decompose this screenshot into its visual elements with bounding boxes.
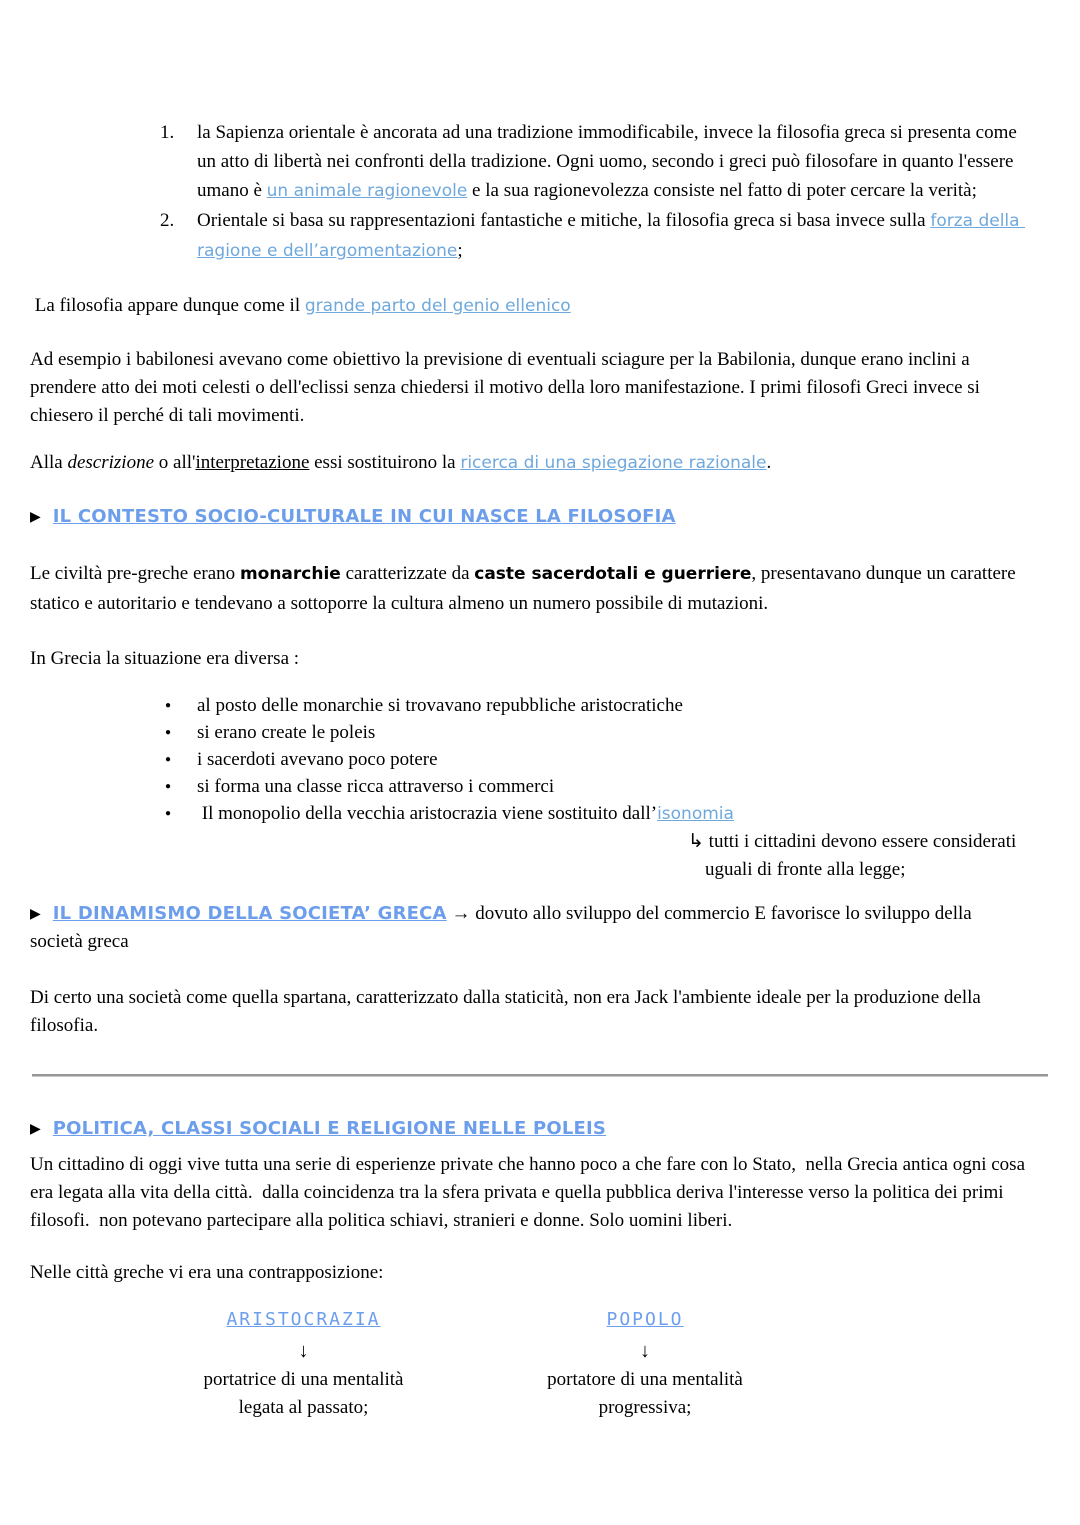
list-item-text — [197, 719, 1025, 746]
text-segment: essi sostituirono la — [309, 452, 461, 473]
text-segment: Alla — [30, 452, 68, 473]
doc-link[interactable]: ricerca di una spiegazione razionale — [460, 453, 767, 473]
column-text: progressiva; — [598, 1397, 692, 1418]
paragraph-filosofia — [30, 292, 1025, 320]
list-item — [165, 719, 1025, 746]
annotation-line: uguali di fronte alla legge; — [705, 859, 906, 880]
list-item — [165, 746, 1025, 773]
heading-tail-text: → dovuto allo sviluppo del commercio E favorisce lo sviluppo della società greca — [30, 903, 972, 952]
column-text: legata al passato; — [238, 1397, 369, 1418]
text-segment: e la sua ragionevolezza consiste nel fatto di poter cercare la verità; — [467, 180, 977, 201]
triangle-bullet-icon: ▶ — [30, 509, 41, 525]
paragraph-civilta-pre-greche — [30, 559, 1025, 619]
heading-label: IL CONTESTO SOCIO-CULTURALE IN CUI NASCE LA FILOSOFIA — [52, 506, 676, 527]
list-item — [160, 206, 1025, 266]
heading-contesto-socio-culturale — [30, 503, 1025, 531]
triangle-bullet-icon: ▶ — [30, 1121, 41, 1137]
list-item — [165, 800, 1025, 828]
paragraph-cittadino: Un cittadino di oggi vive tutta una serie di esperienze private che hanno poco a che fare con lo Stato, nella Grecia antica ogni cosa era legata alla vita della città. dalla coincidenza tra la sfera privata e quella pubblica deriva l'interesse verso la politica dei primi filosofi. non potevano partecipare alla politica schiavi, stranieri e donne. Solo uomini liberi. — [30, 1154, 1030, 1231]
list-item-text — [197, 118, 1025, 206]
list-item-text — [197, 800, 1025, 828]
column-popolo — [540, 1306, 750, 1422]
down-arrow-icon: ↓ — [640, 1340, 650, 1362]
column-text: portatore di una mentalità — [547, 1369, 743, 1390]
text-segment: si erano create le poleis — [197, 722, 376, 743]
list-item — [165, 692, 1025, 719]
text-segment: , presentavano dunque un carattere statico e autoritario e tendevano a sottoporre la cultura almeno un numero possibile di mutazioni. — [30, 563, 1021, 614]
text-segment: la Sapienza orientale è ancorata ad una tradizione immodificabile, invece la filosofia greca si presenta come un atto di libertà nei confronti della tradizione. Ogni uomo, secondo i greci può filosofare in quanto l'essere umano è — [197, 122, 1022, 201]
list-item — [160, 118, 1025, 206]
paragraph-sparta: Di certo una società come quella spartana, caratterizzato dalla staticità, non era Jack l'ambiente ideale per la produzione della filosofia. — [30, 987, 981, 1036]
text-segment: caste sacerdotali e guerriere — [474, 564, 752, 584]
bullet-list — [165, 692, 1025, 828]
paragraph-in-grecia: In Grecia la situazione era diversa : — [30, 648, 300, 669]
text-segment: Il monopolio della vecchia aristocrazia viene sostituito dall’ — [197, 803, 658, 824]
text-segment: al posto delle monarchie si trovavano repubbliche aristocratiche — [197, 695, 683, 716]
heading-politica-classi-sociali — [30, 1115, 1025, 1143]
text-segment: . — [766, 452, 772, 473]
bullet-icon: ● — [165, 808, 172, 819]
horizontal-divider — [32, 1074, 1048, 1077]
doc-link[interactable]: grande parto del genio ellenico — [304, 296, 571, 316]
bullet-icon: ● — [165, 781, 172, 792]
annotation-line — [688, 828, 1025, 856]
text-segment: i sacerdoti avevano poco potere — [197, 749, 438, 770]
doc-link[interactable]: isonomia — [657, 804, 734, 824]
triangle-bullet-icon: ▶ — [30, 906, 41, 922]
doc-link[interactable]: un animale ragionevole — [266, 181, 468, 201]
text-segment: monarchie — [239, 564, 341, 584]
list-item-text — [197, 206, 1025, 266]
text-segment: Le civiltà pre-greche erano — [30, 563, 240, 584]
heading-label: POLITICA, CLASSI SOCIALI E RELIGIONE NELLE POLEIS — [52, 1118, 607, 1139]
list-item-text — [197, 746, 1025, 773]
bullet-icon: ● — [165, 754, 172, 765]
text-segment: caratterizzate da — [340, 563, 475, 584]
column-title: POPOLO — [606, 1309, 684, 1330]
paragraph-babilonesi — [30, 346, 1025, 430]
paragraph-contrapposizione: Nelle città greche vi era una contrapposizione: — [30, 1262, 384, 1283]
column-title: ARISTOCRAZIA — [226, 1309, 381, 1330]
down-arrow-icon: ↓ — [298, 1340, 309, 1362]
text-segment: ; — [457, 240, 463, 261]
list-item-text — [197, 692, 1025, 719]
text-segment: si forma una classe ricca attraverso i commerci — [197, 776, 555, 797]
numbered-list — [160, 118, 1025, 266]
text-segment: Orientale si basa su rappresentazioni fantastiche e mitiche, la filosofia greca si basa invece sulla — [197, 210, 931, 231]
column-aristocrazia — [196, 1306, 411, 1422]
heading-label: IL DINAMISMO DELLA SOCIETA’ GRECA — [52, 903, 447, 924]
text-segment: descrizione — [67, 452, 155, 473]
text-segment: interpretazione — [195, 452, 310, 473]
column-text: portatrice di una mentalità — [203, 1369, 404, 1390]
list-item-text — [197, 773, 1025, 800]
list-item — [165, 773, 1025, 800]
bullet-icon: ● — [165, 700, 172, 711]
bullet-icon: ● — [165, 727, 172, 738]
paragraph-alla-descrizione — [30, 449, 1025, 477]
heading-dinamismo-societa-greca — [30, 900, 1025, 956]
list-item-number: 2. — [160, 210, 175, 231]
isonomia-annotation — [688, 828, 1025, 884]
list-item-number: 1. — [160, 122, 175, 143]
text-segment: o all' — [154, 452, 196, 473]
text-segment: La filosofia appare dunque come il — [30, 295, 305, 316]
annotation-text: tutti i cittadini devono essere considerati — [708, 831, 1017, 852]
comparison-columns — [196, 1306, 1025, 1422]
text-segment: Ad esempio i babilonesi avevano come obiettivo la previsione di eventuali sciagure per la Babilonia, dunque erano inclini a prendere atto dei moti celesti o dell'eclissi senza chiedersi il motivo della loro manifestazione. I primi filosofi Greci invece si chiesero il perché di tali movimenti. — [30, 349, 985, 426]
corner-arrow-icon: ↳ — [688, 831, 704, 852]
doc-link[interactable]: forza della ragione e dell’argomentazione — [197, 211, 1025, 261]
